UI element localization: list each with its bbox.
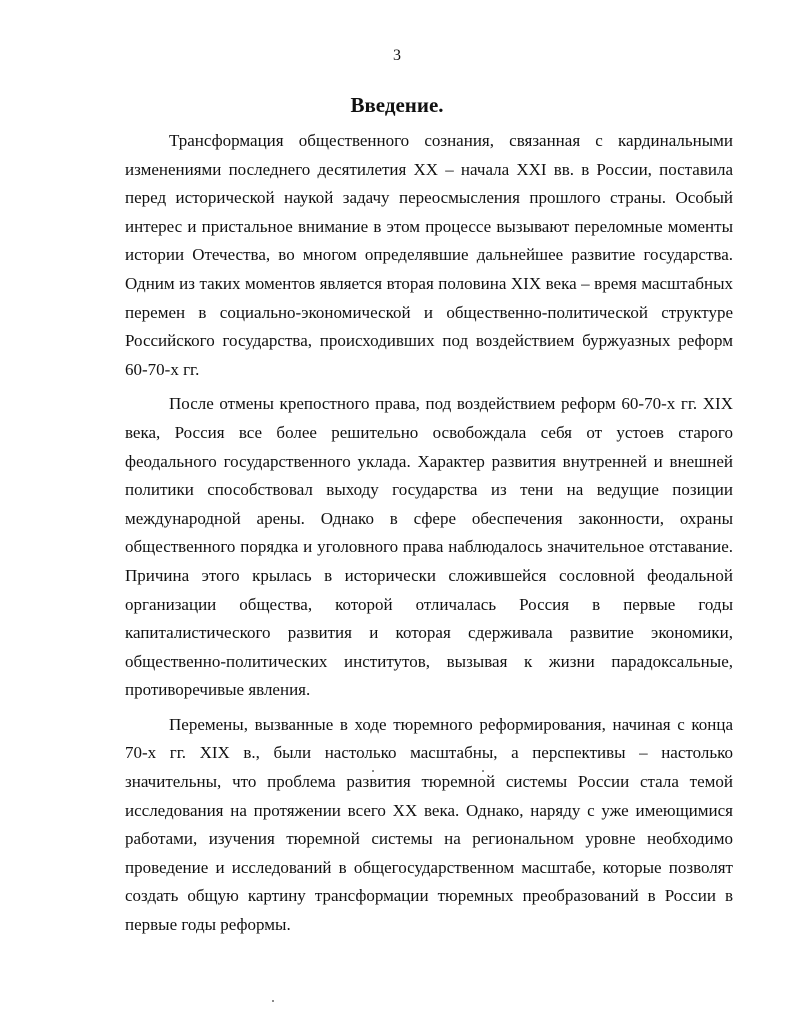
page-number: 3 — [393, 47, 401, 64]
paragraph-prison-reform: Перемены, вызванные в ходе тюремного реформирования, начиная с конца 70-х гг. XIX в., были настолько масштабны, а перспективы – настолько значительны, что проблема развития тюремной системы России стала темой исследования на протяжении всего XX века. Однако, наряду с уже имеющимися работами, изучения тюремной системы на региональном уровне необходимо проведение и исследований в общегосударственном масштабе, которые позволят создать общую картину трансформации тюремных преобразований в России в первые годы реформы. — [125, 714, 733, 935]
document-body — [125, 127, 733, 946]
paragraph-reforms: После отмены крепостного права, под воздействием реформ 60-70-х гг. XIX века, Россия все более решительно освобождала себя от устоев старого феодального государственного уклада. Характер развития внутренней и внешней политики способствовал выходу государства из тени на ведущие позиции международной арены. Однако в сфере обеспечения законности, охраны общественного порядка и уголовного права наблюдалось значительное отставание. Причина этого крылась в исторически сложившейся сословной феодальной организации общества, которой отличалась Россия в первые годы капиталистического развития и которая сдерживала развитие экономики, общественно-политических институтов, вызывая к жизни парадоксальные, противоречивые явления. — [125, 394, 733, 700]
scan-speck — [372, 770, 374, 772]
scan-speck — [482, 770, 484, 772]
paragraph-intro: Трансформация общественного сознания, связанная с кардинальными изменениями последнего десятилетия XX – начала XXI вв. в России, поставила перед исторической наукой задачу переосмысления прошлого страны. Особый интерес и пристальное внимание в этом процессе вызывают переломные моменты истории Отечества, во многом определявшие дальнейшее развитие государства. Одним из таких моментов является вторая половина XIX века – время масштабных перемен в социально-экономической и общественно-политической структуре Российского государства, происходивших под воздействием буржуазных реформ 60-70-х гг. — [125, 131, 733, 379]
scan-speck — [272, 1000, 274, 1002]
page-title: Введение. — [350, 93, 444, 117]
